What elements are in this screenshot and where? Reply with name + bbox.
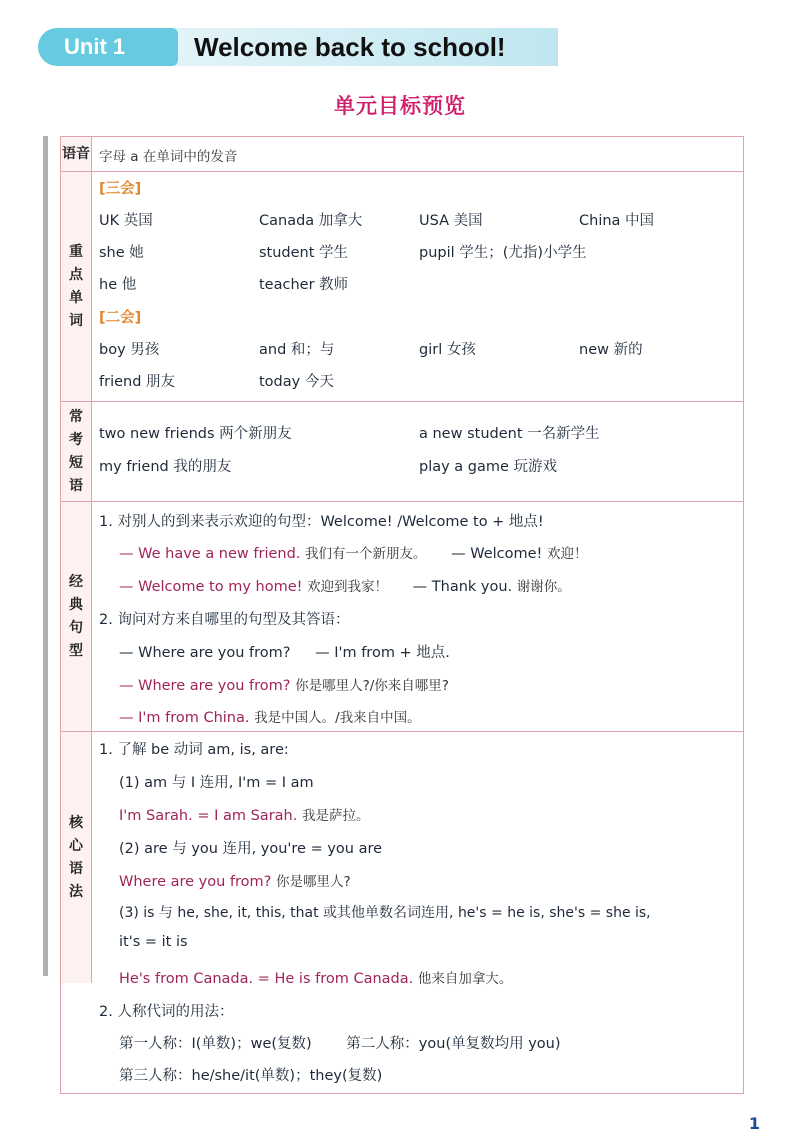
- second-person: 第二人称：you(单复数均用 you): [346, 1036, 561, 1052]
- label-char: 心: [69, 837, 83, 854]
- word: he 他: [99, 277, 137, 293]
- row-label: [61, 402, 92, 501]
- label-char: 典: [69, 596, 83, 613]
- row-grammar: [61, 732, 743, 1093]
- grammar-example: [119, 967, 512, 987]
- example-en: — Thank you.: [412, 579, 513, 595]
- pronunciation-text: 字母 a 在单词中的发音: [99, 149, 238, 165]
- example-cn: 欢迎到我家！: [307, 579, 389, 595]
- label-char: 核: [69, 814, 83, 831]
- row-sentences: [61, 502, 743, 732]
- label-char: 语: [69, 477, 83, 494]
- label-char: 单: [69, 289, 83, 306]
- row-phrases: [61, 402, 743, 502]
- example-line: [119, 575, 571, 595]
- example-en: I'm Sarah. = I am Sarah.: [119, 808, 298, 824]
- word: UK 英国: [99, 213, 153, 229]
- grammar-point: 2. 人称代词的用法：: [99, 1004, 234, 1020]
- example-en: — I'm from + 地点.: [315, 645, 450, 661]
- grammar-rule: (1) am 与 I 连用, I'm = I am: [119, 775, 314, 791]
- word: USA 美国: [419, 213, 483, 229]
- label-char: 词: [69, 312, 83, 329]
- example-line: [119, 641, 450, 662]
- grammar-example: [119, 804, 369, 824]
- tag-two-skills: [二会]: [99, 310, 142, 326]
- example-en: — I'm from China.: [119, 710, 250, 726]
- goals-table: [60, 136, 744, 1094]
- word: friend 朋友: [99, 374, 176, 390]
- word: student 学生: [259, 245, 349, 261]
- example-en: — We have a new friend.: [119, 546, 301, 562]
- sentence-pattern: 2. 询问对方来自哪里的句型及其答语：: [99, 612, 350, 628]
- label-char: 型: [69, 642, 83, 659]
- phrase: a new student 一名新学生: [419, 426, 600, 442]
- row-label: [61, 502, 92, 731]
- section-subtitle: 单元目标预览: [334, 94, 466, 118]
- row-label: [61, 732, 92, 983]
- word: pupil 学生；(尤指)小学生: [419, 245, 587, 261]
- grammar-rule: (3) is 与 he, she, it, this, that 或其他单数名词连用, he's = he is, she's = she is,: [119, 905, 651, 921]
- example-cn: 欢迎！: [546, 546, 588, 562]
- row-label: [61, 137, 92, 171]
- word: she 她: [99, 245, 144, 261]
- example-en: Where are you from?: [119, 874, 272, 890]
- unit-header: [38, 28, 558, 68]
- label-char: 句: [69, 619, 83, 636]
- label-char: 语: [69, 860, 83, 877]
- binding-mark: [43, 136, 48, 976]
- example-line: [119, 706, 421, 726]
- word: today 今天: [259, 374, 334, 390]
- example-cn: 你是哪里人?/你来自哪里?: [295, 678, 449, 694]
- example-cn: 我是萨拉。: [301, 808, 370, 824]
- example-cn: 我是中国人。/我来自中国。: [254, 710, 421, 726]
- example-cn: 他来自加拿大。: [417, 971, 513, 987]
- example-en: He's from Canada. = He is from Canada.: [119, 971, 414, 987]
- example-line: [119, 542, 587, 562]
- row-pronunciation: [61, 137, 743, 172]
- grammar-example: [119, 870, 351, 890]
- example-cn: 我们有一个新朋友。: [305, 546, 427, 562]
- phrase: my friend 我的朋友: [99, 459, 232, 475]
- row-key-words: [61, 172, 743, 402]
- tag-three-skills: [三会]: [99, 181, 142, 197]
- page-number: 1: [748, 1114, 760, 1133]
- phrase: two new friends 两个新朋友: [99, 426, 292, 442]
- grammar-rule: it's = it is: [119, 934, 188, 950]
- example-en: — Welcome!: [451, 546, 543, 562]
- label-char: 短: [69, 454, 83, 471]
- grammar-point: 1. 了解 be 动词 am, is, are:: [99, 742, 289, 758]
- label-char: 重: [69, 243, 83, 260]
- first-person: 第一人称：I(单数)；we(复数): [119, 1036, 312, 1052]
- sentence-pattern: 1. 对别人的到来表示欢迎的句型：Welcome! /Welcome to + 地点!: [99, 514, 544, 530]
- word: new 新的: [579, 342, 643, 358]
- label-char: 常: [69, 408, 83, 425]
- grammar-rule: [119, 1032, 561, 1053]
- label-char: 点: [69, 266, 83, 283]
- word: teacher 教师: [259, 277, 349, 293]
- label-char: 音: [76, 145, 90, 162]
- label-char: 语: [62, 145, 76, 162]
- unit-badge: Unit 1: [38, 28, 178, 66]
- word: China 中国: [579, 213, 655, 229]
- phrase: play a game 玩游戏: [419, 459, 558, 475]
- label-char: 法: [69, 883, 83, 900]
- word: girl 女孩: [419, 342, 476, 358]
- unit-title: Welcome back to school!: [194, 32, 506, 62]
- word: Canada 加拿大: [259, 213, 363, 229]
- example-cn: 谢谢你。: [516, 579, 571, 595]
- grammar-rule: (2) are 与 you 连用, you're = you are: [119, 841, 383, 857]
- row-label: [61, 172, 92, 401]
- word: and 和；与: [259, 342, 335, 358]
- label-char: 考: [69, 431, 83, 448]
- example-line: [119, 674, 449, 694]
- third-person: 第三人称：he/she/it(单数)；they(复数): [119, 1068, 383, 1084]
- example-cn: 你是哪里人?: [275, 874, 351, 890]
- example-en: — Where are you from?: [119, 645, 291, 661]
- example-en: — Where are you from?: [119, 678, 291, 694]
- word: boy 男孩: [99, 342, 160, 358]
- label-char: 经: [69, 573, 83, 590]
- example-en: — Welcome to my home!: [119, 579, 303, 595]
